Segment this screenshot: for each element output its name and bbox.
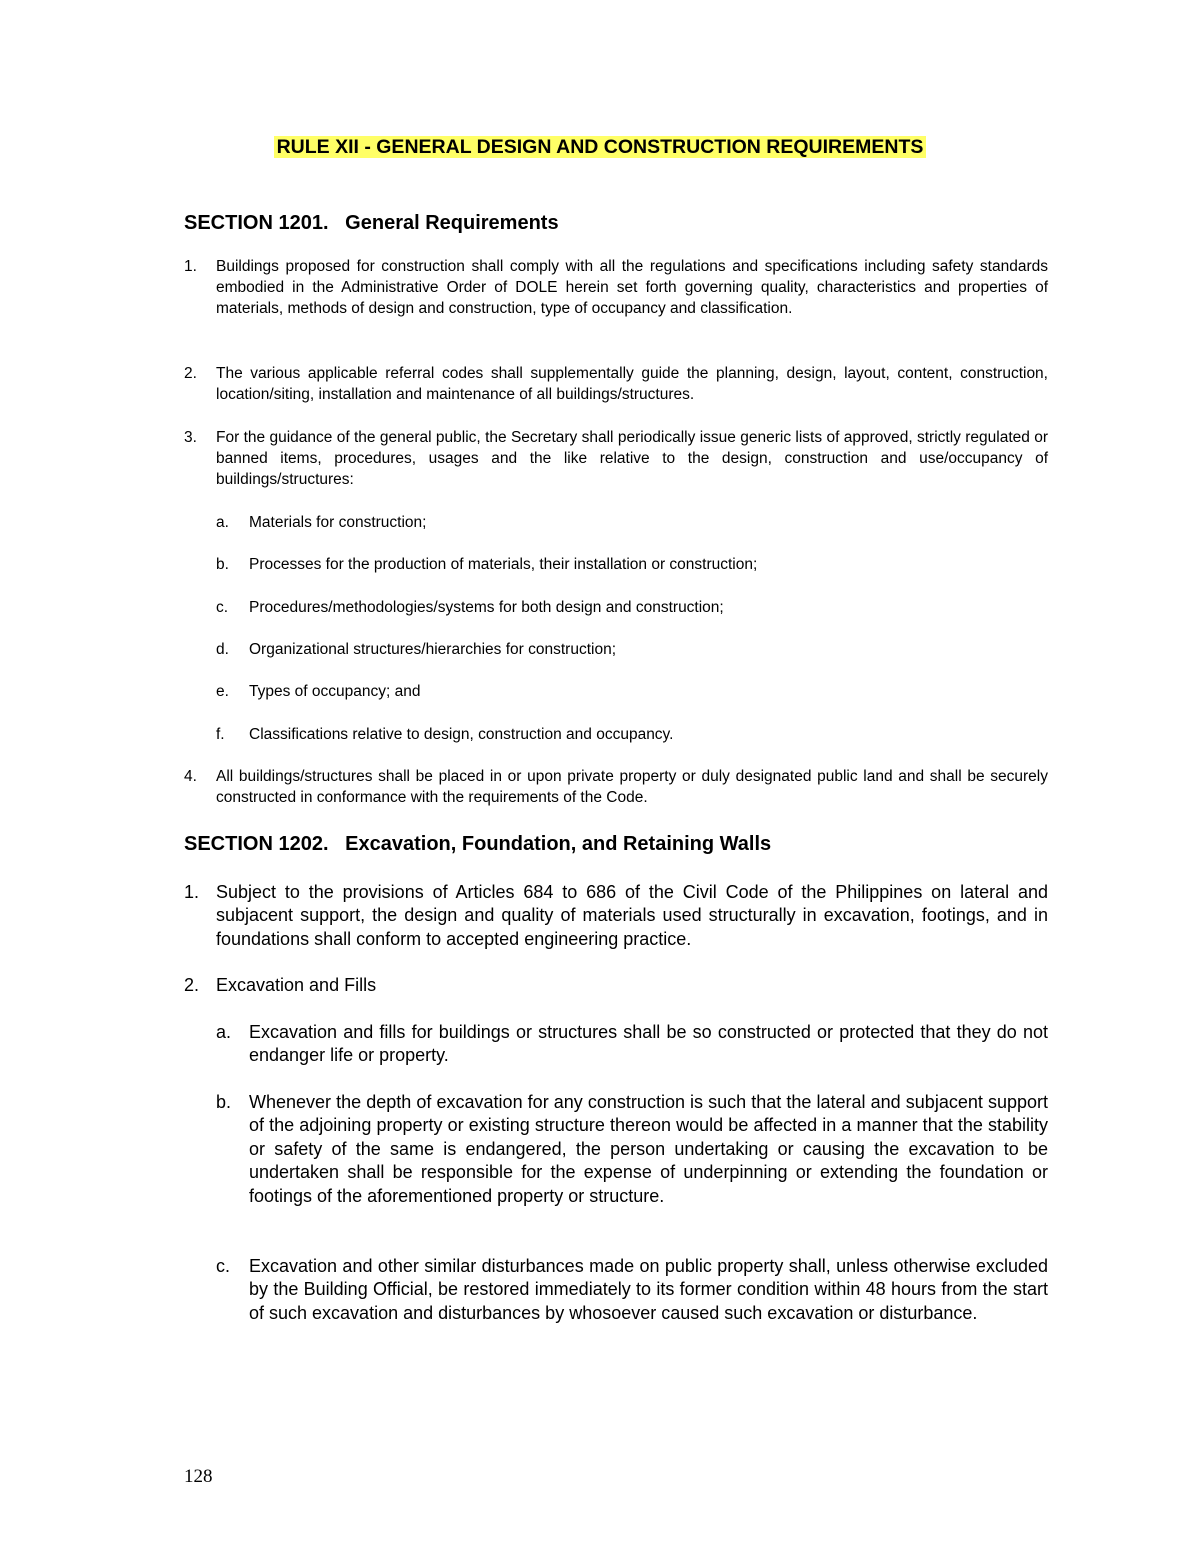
sub-item-letter: b. bbox=[216, 556, 229, 573]
item-number: 2. bbox=[184, 365, 197, 382]
sub-item-text: Materials for construction; bbox=[249, 514, 427, 531]
sub-item-text: Excavation and fills for buildings or structures shall be so constructed or protected that they do not endanger life or property. bbox=[249, 1022, 1048, 1066]
sub-list-item bbox=[216, 681, 1048, 702]
item-text: All buildings/structures shall be placed in or upon private property or duly designated public land and shall be securely constructed in conformance with the requirements of the Code. bbox=[216, 768, 1048, 806]
item-text: Subject to the provisions of Articles 684 to 686 of the Civil Code of the Philippines on lateral and subjacent support, the design and quality of materials used structurally in excavation, footings, and in foundations shall conform to accepted engineering practice. bbox=[216, 882, 1048, 949]
sub-item-text: Types of occupancy; and bbox=[249, 683, 421, 700]
sub-list-item bbox=[216, 1021, 1048, 1068]
list-item bbox=[184, 881, 1048, 951]
page-number: 128 bbox=[184, 1466, 213, 1487]
sub-item-letter: f. bbox=[216, 726, 225, 743]
sub-item-letter: e. bbox=[216, 683, 229, 700]
list-item bbox=[184, 256, 1048, 319]
sub-item-text: Classifications relative to design, construction and occupancy. bbox=[249, 726, 674, 743]
item-number: 1. bbox=[184, 882, 200, 902]
item-text: The various applicable referral codes shall supplementally guide the planning, design, layout, content, construction, location/siting, installation and maintenance of all buildings/structures. bbox=[216, 365, 1048, 403]
sub-item-text: Organizational structures/hierarchies for construction; bbox=[249, 641, 616, 658]
sub-item-letter: a. bbox=[216, 1022, 232, 1042]
item-number: 3. bbox=[184, 429, 197, 446]
rule-title-text: RULE XII - GENERAL DESIGN AND CONSTRUCTION REQUIREMENTS bbox=[274, 136, 927, 158]
sub-item-text: Procedures/methodologies/systems for both design and construction; bbox=[249, 599, 724, 616]
item-number: 2. bbox=[184, 975, 200, 995]
sub-list-item bbox=[216, 554, 1048, 575]
sub-item-letter: b. bbox=[216, 1092, 232, 1112]
sub-list-item bbox=[216, 724, 1048, 745]
list-item bbox=[184, 363, 1048, 405]
sub-list-item bbox=[216, 597, 1048, 618]
list-item bbox=[184, 427, 1048, 490]
list-item bbox=[184, 974, 1048, 997]
sub-item-text: Whenever the depth of excavation for any construction is such that the lateral and subjacent support of the adjoining property or existing structure thereon would be affected in a manner that the stability or safety of the same is endangered, the person undertaking or causing the excavation to be undertaken shall be responsible for the expense of underpinning or extending the foundation or footings of the aforementioned property or structure. bbox=[249, 1092, 1048, 1206]
section-heading-1201: SECTION 1201. General Requirements bbox=[184, 212, 559, 234]
list-item bbox=[184, 766, 1048, 808]
section-heading-1202: SECTION 1202. Excavation, Foundation, and Retaining Walls bbox=[184, 833, 772, 855]
sub-item-letter: c. bbox=[216, 599, 229, 616]
item-text: For the guidance of the general public, the Secretary shall periodically issue generic lists of approved, strictly regulated or banned items, procedures, usages and the like relative to the design, construction and use/occupancy of buildings/structures: bbox=[216, 429, 1048, 488]
sub-list-item bbox=[216, 1091, 1048, 1208]
sub-item-letter: a. bbox=[216, 514, 229, 531]
sub-list-item bbox=[216, 512, 1048, 533]
sub-item-letter: c. bbox=[216, 1256, 231, 1276]
sub-list-item bbox=[216, 639, 1048, 660]
sub-item-letter: d. bbox=[216, 641, 229, 658]
item-number: 1. bbox=[184, 258, 197, 275]
sub-item-text: Excavation and other similar disturbances made on public property shall, unless otherwise excluded by the Building Official, be restored immediately to its former condition within 48 hours from the start of such excavation and disturbances by whosoever caused such excavation or disturbance. bbox=[249, 1256, 1048, 1323]
sub-list-item bbox=[216, 1255, 1048, 1325]
sub-item-text: Processes for the production of materials, their installation or construction; bbox=[249, 556, 758, 573]
item-text: Buildings proposed for construction shall comply with all the regulations and specifications including safety standards embodied in the Administrative Order of DOLE herein set forth governing quality, characteristics and properties of materials, methods of design and construction, type of occupancy and classification. bbox=[216, 258, 1048, 317]
item-number: 4. bbox=[184, 768, 197, 785]
item-text: Excavation and Fills bbox=[216, 975, 377, 995]
rule-title bbox=[0, 134, 1200, 160]
